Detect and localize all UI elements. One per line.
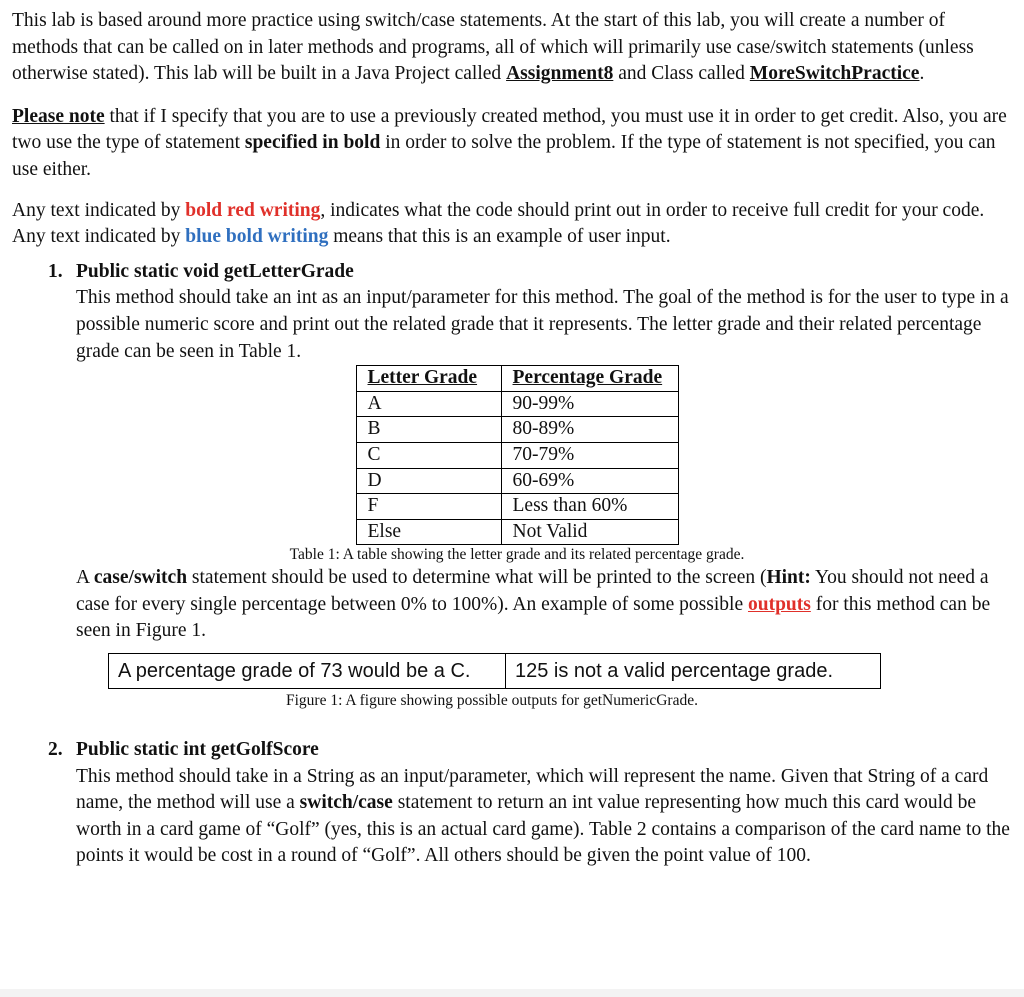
item-number: 2. <box>48 739 63 761</box>
table-caption: Table 1: A table showing the letter grade and its related percentage grade. <box>289 546 745 564</box>
table-row <box>356 442 678 468</box>
project-name: Assignment8 <box>506 63 614 85</box>
list-item-1 <box>12 259 1012 711</box>
table-cell: F <box>356 494 501 520</box>
outputs-red-text: outputs <box>747 593 811 615</box>
item-description: This method should take in a String as an input/parameter, which will represent the name. Given that String of a card name, the method will use a switch/case statement to return an int value representing how much this card would be worth in a card game of “Golf” (yes, this is an actual card game). Table 2 contains a comparison of the card name to the points it would be cost in a round of “Golf”. All others should be given the point value of 100. <box>76 765 1010 867</box>
switch-bold-text: case/switch <box>93 567 188 589</box>
table-header: Letter Grade <box>356 366 501 392</box>
table-cell: C <box>356 442 501 468</box>
table-cell: Less than 60% <box>501 494 678 520</box>
specified-bold-text: specified in bold <box>244 132 381 154</box>
item-number: 1. <box>48 260 63 282</box>
legend-paragraph: Any text indicated by bold red writing, indicates what the code should print out in order to receive full credit for your code. Any text indicated by blue bold writing means that this is an example of user input. <box>12 199 985 248</box>
table-cell: 60-69% <box>501 468 678 494</box>
document-page <box>12 8 1012 870</box>
table-row <box>356 391 678 417</box>
item-description: This method should take an int as an input/parameter for this method. The goal of the method is for the user to type in a possible numeric score and print out the related grade that it represents. The letter grade and their related percentage grade can be seen in Table 1. <box>76 287 1009 362</box>
figure-output-cell: 125 is not a valid percentage grade. <box>505 654 880 688</box>
note-paragraph: Please note that if I specify that you are to use a previously created method, you must use it in order to get credit. Also, you are two use the type of statement specified in bold in order to solve the problem. If the type of statement is not specified, you can use either. <box>12 105 1007 180</box>
hint-label: Hint: <box>766 567 811 589</box>
red-example-text: bold red writing <box>185 199 321 221</box>
table-row <box>356 494 678 520</box>
table-cell: B <box>356 417 501 443</box>
table-cell: A <box>356 391 501 417</box>
item-title: Public static int getGolfScore <box>76 739 319 761</box>
grade-table <box>356 365 679 545</box>
blue-example-text: blue bold writing <box>185 226 329 248</box>
table-cell: 90-99% <box>501 391 678 417</box>
table-row <box>356 417 678 443</box>
table-cell: D <box>356 468 501 494</box>
intro-paragraph: This lab is based around more practice using switch/case statements. At the start of this lab, you will create a number of methods that can be called on in later methods and programs, all of which will primarily use case/switch statements (unless otherwise stated). This lab will be built in a Java Project called Assignment8 and Class called MoreSwitchPractice. <box>12 10 974 85</box>
table-cell: Not Valid <box>501 519 678 545</box>
class-name: MoreSwitchPractice <box>749 63 920 85</box>
switch-bold-text: switch/case <box>299 792 393 814</box>
figure-caption: Figure 1: A figure showing possible outputs for getNumericGrade. <box>286 692 698 710</box>
table-cell: 70-79% <box>501 442 678 468</box>
table-header-row <box>356 366 678 392</box>
table-cell: Else <box>356 519 501 545</box>
item-instructions: A case/switch statement should be used to determine what will be printed to the screen (Hint: You should not need a case for every single percentage between 0% to 100%). An example of some possible outputs for this method can be seen in Figure 1. <box>76 567 991 642</box>
page-bottom-edge <box>0 989 1024 997</box>
figure-output-cell: A percentage grade of 73 would be a C. <box>118 660 471 683</box>
item-title: Public static void getLetterGrade <box>76 260 354 282</box>
grade-table-wrapper <box>22 365 1012 545</box>
table-header: Percentage Grade <box>501 366 678 392</box>
table-row <box>356 468 678 494</box>
figure-output-box <box>108 653 881 689</box>
list-item-2 <box>12 737 1012 870</box>
note-label: Please note <box>12 105 105 127</box>
table-cell: 80-89% <box>501 417 678 443</box>
table-row <box>356 519 678 545</box>
